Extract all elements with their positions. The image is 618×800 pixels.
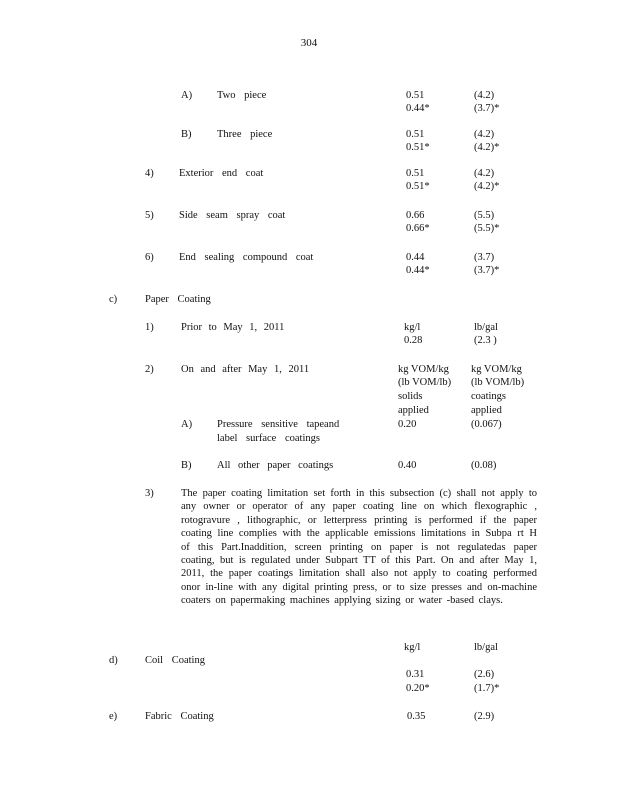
- english-value: (4.2): [474, 129, 495, 140]
- english-unit-header-line: coatings: [471, 391, 506, 402]
- english-unit-header-line: kg VOM/kg: [471, 364, 522, 375]
- metric-value: 0.31: [406, 669, 425, 680]
- english-value: (0.08): [471, 460, 497, 471]
- english-value: (0.067): [471, 419, 502, 430]
- english-value-alt: (4.2)*: [474, 142, 500, 153]
- row-label: A): [181, 90, 193, 101]
- row-name: Side seam spray coat: [179, 210, 286, 221]
- english-value-alt: (5.5)*: [474, 223, 500, 234]
- english-value: (4.2): [474, 90, 495, 101]
- row-name: Three piece: [217, 129, 273, 140]
- english-value-alt: (1.7)*: [474, 683, 500, 694]
- metric-value-alt: 0.44*: [406, 103, 430, 114]
- page-number: 304: [300, 37, 318, 49]
- metric-value: 0.51: [406, 168, 425, 179]
- english-value-alt: (3.7)*: [474, 103, 500, 114]
- metric-value: 0.44: [406, 252, 425, 263]
- subitem-label: B): [181, 460, 192, 471]
- metric-value-alt: 0.51*: [406, 142, 430, 153]
- english-unit-header-line: applied: [471, 405, 502, 416]
- metric-value: 0.35: [407, 711, 426, 722]
- section-title: Fabric Coating: [145, 711, 214, 722]
- section-label: d): [109, 655, 118, 666]
- metric-unit-header-line: (lb VOM/lb): [398, 377, 452, 388]
- row-name: Two piece: [217, 90, 267, 101]
- metric-value: 0.40: [398, 460, 417, 471]
- english-value: (2.3 ): [474, 335, 497, 346]
- english-value: (2.6): [474, 669, 495, 680]
- item-label: 2): [145, 364, 154, 375]
- metric-value: 0.20: [398, 419, 417, 430]
- english-value-alt: (3.7)*: [474, 265, 500, 276]
- row-label: B): [181, 129, 192, 140]
- metric-value-alt: 0.44*: [406, 265, 430, 276]
- metric-value-alt: 0.51*: [406, 181, 430, 192]
- metric-value: 0.66: [406, 210, 425, 221]
- row-label: 6): [145, 252, 154, 263]
- english-value-alt: (4.2)*: [474, 181, 500, 192]
- english-value: (3.7): [474, 252, 495, 263]
- item-text: Prior to May 1, 2011: [181, 322, 285, 333]
- row-name: Exterior end coat: [179, 168, 264, 179]
- section-label: e): [109, 711, 118, 722]
- subitem-text-line: label surface coatings: [217, 433, 320, 444]
- item-label: 1): [145, 322, 154, 333]
- english-value: (4.2): [474, 168, 495, 179]
- row-label: 5): [145, 210, 154, 221]
- metric-unit-header: kg/l: [404, 642, 421, 653]
- subitem-text: All other paper coatings: [217, 460, 334, 471]
- section-title: Paper Coating: [145, 294, 211, 305]
- english-unit-header: lb/gal: [474, 642, 498, 653]
- metric-value-alt: 0.66*: [406, 223, 430, 234]
- item-text: On and after May 1, 2011: [181, 364, 310, 375]
- section-label: c): [109, 294, 118, 305]
- metric-unit-header: kg/l: [404, 322, 421, 333]
- section-title: Coil Coating: [145, 655, 205, 666]
- metric-unit-header-line: applied: [398, 405, 429, 416]
- metric-value-alt: 0.20*: [406, 683, 430, 694]
- english-value: (5.5): [474, 210, 495, 221]
- metric-unit-header-line: kg VOM/kg: [398, 364, 449, 375]
- subitem-text-line: Pressure sensitive tapeand: [217, 419, 340, 430]
- metric-value: 0.28: [404, 335, 423, 346]
- english-unit-header: lb/gal: [474, 322, 498, 333]
- row-name: End sealing compound coat: [179, 252, 314, 263]
- metric-value: 0.51: [406, 129, 425, 140]
- subitem-label: A): [181, 419, 193, 430]
- metric-value: 0.51: [406, 90, 425, 101]
- row-label: 4): [145, 168, 154, 179]
- exemption-paragraph: The paper coating limitation set forth in this subsection (c) shall not apply to any owner or operator of any paper coating line on which flexographic , rotogravure , lithographic, or letterpress printing is performed if the paper coating line complies with the applicable emissions limitations in Subpa rt H of this Part.Inaddition, screen printing on paper is not regulatedas paper coating, but is regulated under Subpart TT of this Part. On and after May 1, 2011, the paper coatings limitation shall also not apply to coating performed onor in-line with any digital printing press, or to size presses and on-machine coaters on papermaking machines applying sizing or water -based clays.: [181, 488, 537, 607]
- item-label: 3): [145, 488, 154, 499]
- english-value: (2.9): [474, 711, 495, 722]
- english-unit-header-line: (lb VOM/lb): [471, 377, 525, 388]
- metric-unit-header-line: solids: [398, 391, 423, 402]
